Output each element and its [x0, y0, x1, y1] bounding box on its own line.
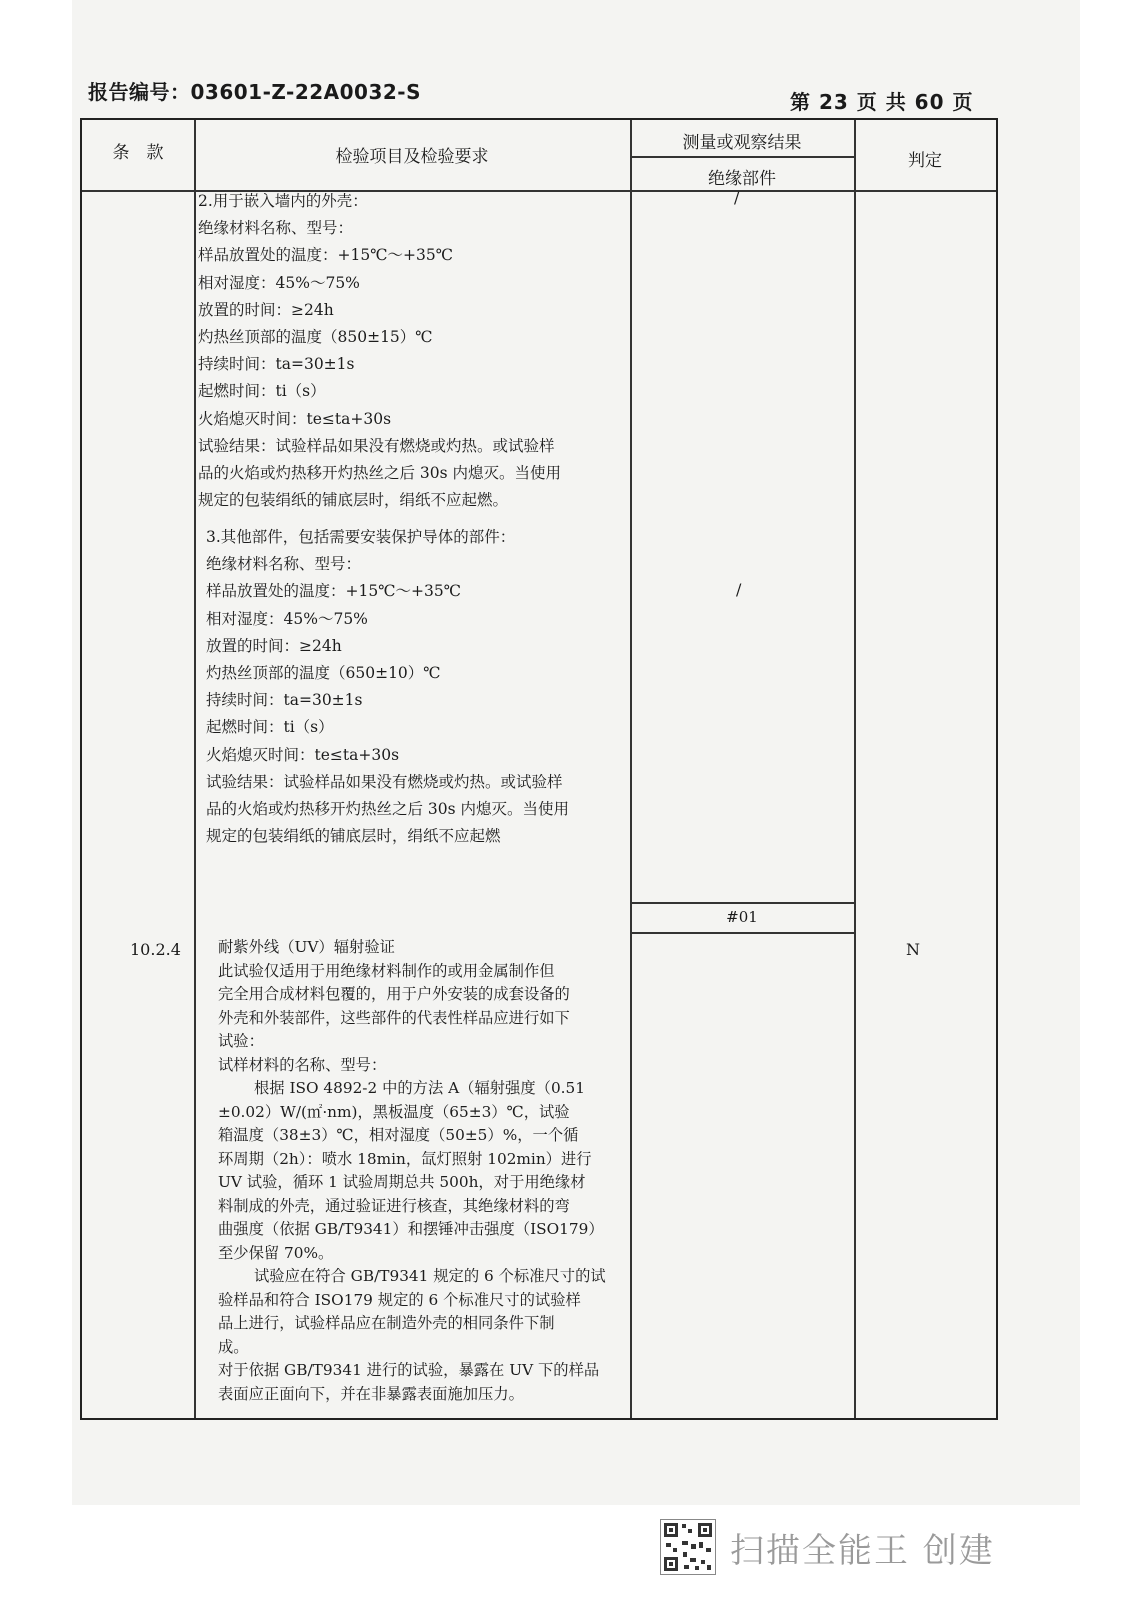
section2-text — [198, 188, 561, 514]
section2-result: / — [734, 188, 740, 207]
col-divider — [194, 120, 196, 1418]
text-line: 起燃时间：ti（s） — [198, 382, 326, 401]
text-line: 相对湿度：45%～75% — [206, 609, 368, 628]
text-line: 曲强度（依据 GB/T9341）和摆锤冲击强度（ISO179） — [218, 1220, 604, 1238]
text-line: 品的火焰或灼热移开灼热丝之后 30s 内熄灭。当使用 — [198, 464, 562, 483]
text-line: 试验： — [218, 1032, 264, 1050]
text-line: 完全用合成材料包覆的，用于户外安装的成套设备的 — [218, 985, 570, 1003]
text-line: 根据 ISO 4892-2 中的方法 A（辐射强度（0.51 — [254, 1079, 586, 1097]
text-line: 规定的包装绢纸的铺底层时，绢纸不应起燃 — [206, 827, 501, 846]
text-line: 绝缘材料名称、型号： — [198, 219, 354, 238]
text-line: 验样品和符合 ISO179 规定的 6 个标准尺寸的试验样 — [218, 1290, 581, 1309]
uv-clause: 10.2.4 — [130, 940, 181, 959]
text-line: 试验应在符合 GB/T9341 规定的 6 个标准尺寸的试 — [254, 1267, 606, 1285]
header-result: 测量或观察结果 — [682, 133, 802, 153]
header-clause: 条 款 — [112, 143, 164, 163]
text-line: 箱温度（38±3）℃，相对湿度（50±5）%，一个循 — [218, 1126, 579, 1144]
text-line: 此试验仅适用于用绝缘材料制作的或用金属制作但 — [218, 961, 555, 980]
text-line: 绝缘材料名称、型号： — [206, 555, 362, 574]
col-divider — [854, 120, 856, 1418]
qr-code-icon — [660, 1519, 716, 1575]
text-line: 灼热丝顶部的温度（650±10）℃ — [206, 664, 441, 683]
text-line: 耐紫外线（UV）辐射验证 — [218, 938, 395, 956]
text-line: 料制成的外壳，通过验证进行核查，其绝缘材料的弯 — [218, 1196, 570, 1215]
row-divider — [630, 902, 854, 904]
text-line: 规定的包装绢纸的铺底层时，绢纸不应起燃。 — [198, 491, 509, 510]
text-line: 灼热丝顶部的温度（850±15）℃ — [198, 328, 433, 347]
row-divider — [630, 932, 854, 934]
uv-verdict: N — [906, 940, 920, 959]
scanner-footer — [660, 1522, 995, 1572]
header-verdict: 判定 — [908, 151, 942, 171]
text-line: 3.其他部件，包括需要安装保护导体的部件： — [206, 528, 516, 546]
text-line: 相对湿度：45%～75% — [198, 273, 360, 292]
text-line: 2.用于嵌入墙内的外壳： — [198, 192, 368, 210]
page-number: 第 23 页 共 60 页 — [790, 90, 974, 114]
text-line: UV 试验，循环 1 试验周期总共 500h，对于用绝缘材 — [218, 1173, 586, 1191]
inspection-table — [80, 118, 998, 1420]
text-line: 起燃时间：ti（s） — [206, 718, 334, 737]
text-line: 试验结果：试验样品如果没有燃烧或灼热。或试验样 — [206, 772, 563, 791]
text-line: 试样材料的名称、型号： — [218, 1055, 387, 1074]
text-line: 至少保留 70%。 — [218, 1243, 334, 1262]
section3-result: / — [736, 580, 742, 599]
uv-text — [218, 936, 606, 1406]
text-line: 品的火焰或灼热移开灼热丝之后 30s 内熄灭。当使用 — [206, 800, 570, 819]
section3-text — [206, 524, 569, 850]
text-line: 放置的时间：≥24h — [206, 636, 342, 655]
text-line: 火焰熄灭时间：te≤ta+30s — [206, 745, 400, 764]
row-divider — [630, 156, 854, 158]
text-line: 样品放置处的温度：+15℃～+35℃ — [206, 582, 462, 601]
text-line: 试验结果：试验样品如果没有燃烧或灼热。或试验样 — [198, 436, 555, 455]
result-sample-id: #01 — [726, 908, 758, 926]
text-line: 对于依据 GB/T9341 进行的试验，暴露在 UV 下的样品 — [218, 1361, 600, 1379]
header-result-sub: 绝缘部件 — [708, 169, 776, 189]
text-line: 样品放置处的温度：+15℃～+35℃ — [198, 246, 454, 265]
report-number: 报告编号：03601-Z-22A0032-S — [88, 80, 422, 104]
text-line: 火焰熄灭时间：te≤ta+30s — [198, 409, 392, 428]
text-line: ±0.02）W/(㎡·nm)，黑板温度（65±3）℃，试验 — [218, 1102, 570, 1121]
text-line: 成。 — [218, 1337, 249, 1356]
text-line: 表面应正面向下，并在非暴露表面施加压力。 — [218, 1384, 524, 1403]
text-line: 持续时间：ta=30±1s — [206, 691, 363, 710]
col-divider — [630, 120, 632, 1418]
text-line: 品上进行，试验样品应在制造外壳的相同条件下制 — [218, 1314, 555, 1332]
scanner-watermark: 扫描全能王 创建 — [730, 1530, 995, 1571]
text-line: 放置的时间：≥24h — [198, 300, 334, 319]
text-line: 外壳和外装部件，这些部件的代表性样品应进行如下 — [218, 1008, 570, 1027]
header-items: 检验项目及检验要求 — [335, 147, 489, 167]
text-line: 持续时间：ta=30±1s — [198, 355, 355, 374]
text-line: 环周期（2h）：喷水 18min，氙灯照射 102min）进行 — [218, 1149, 592, 1168]
